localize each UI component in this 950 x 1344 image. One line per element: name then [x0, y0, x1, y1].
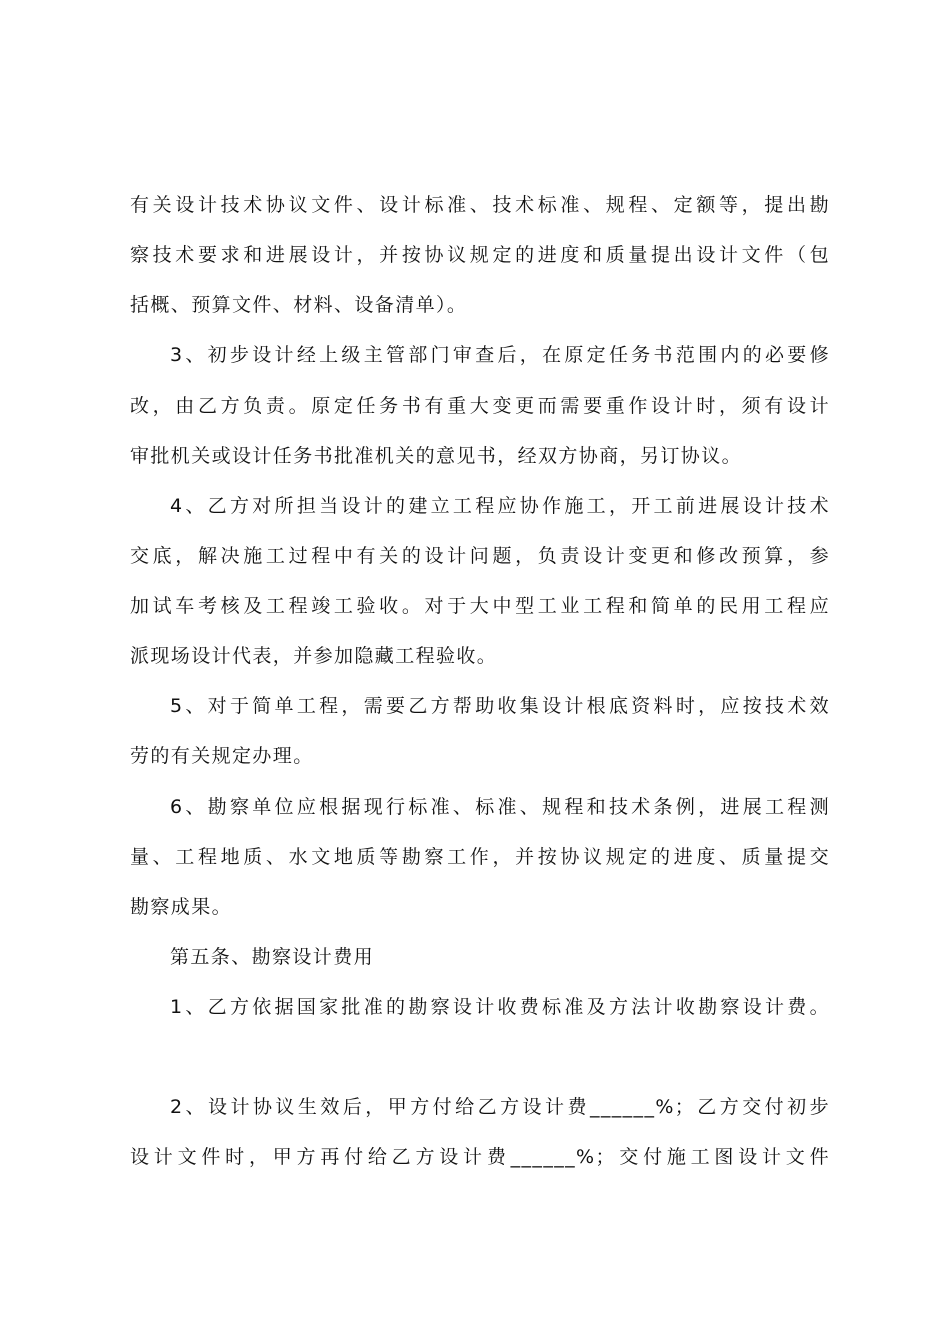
- text-line: 量、工程地质、水文地质等勘察工作，并按协议规定的进度、质量提交: [130, 846, 830, 868]
- text-line: 括概、预算文件、材料、设备清单）。: [130, 294, 468, 316]
- text-line: 2、设计协议生效后，甲方付给乙方设计费______%；乙方交付初步: [170, 1096, 830, 1118]
- text-line: 5、对于简单工程，需要乙方帮助收集设计根底资料时，应按技术效: [170, 695, 830, 717]
- text-line: 交底，解决施工过程中有关的设计问题，负责设计变更和修改预算，参: [130, 545, 830, 567]
- text-line: 派现场设计代表，并参加隐藏工程验收。: [130, 645, 498, 667]
- text-line: 审批机关或设计任务书批准机关的意见书，经双方协商，另订协议。: [130, 445, 743, 467]
- text-line: 加试车考核及工程竣工验收。对于大中型工业工程和简单的民用工程应: [130, 595, 830, 617]
- text-line: 有关设计技术协议文件、设计标准、技术标准、规程、定额等，提出勘: [130, 194, 830, 216]
- text-line: 6、勘察单位应根据现行标准、标准、规程和技术条例，进展工程测: [170, 796, 830, 818]
- text-line: 4、乙方对所担当设计的建立工程应协作施工，开工前进展设计技术: [170, 495, 830, 517]
- section-heading: 第五条、勘察设计费用: [170, 946, 375, 968]
- text-line: 察技术要求和进展设计，并按协议规定的进度和质量提出设计文件（包: [130, 244, 830, 266]
- text-line: 3、初步设计经上级主管部门审查后，在原定任务书范围内的必要修: [170, 344, 830, 366]
- text-line: 劳的有关规定办理。: [130, 745, 314, 767]
- text-line: 勘察成果。: [130, 896, 233, 918]
- text-line: 设计文件时，甲方再付给乙方设计费______%；交付施工图设计文件: [130, 1146, 830, 1168]
- text-line: 1、乙方依据国家批准的勘察设计收费标准及方法计收勘察设计费。: [170, 996, 830, 1018]
- text-line: 改，由乙方负责。原定任务书有重大变更而需要重作设计时，须有设计: [130, 395, 830, 417]
